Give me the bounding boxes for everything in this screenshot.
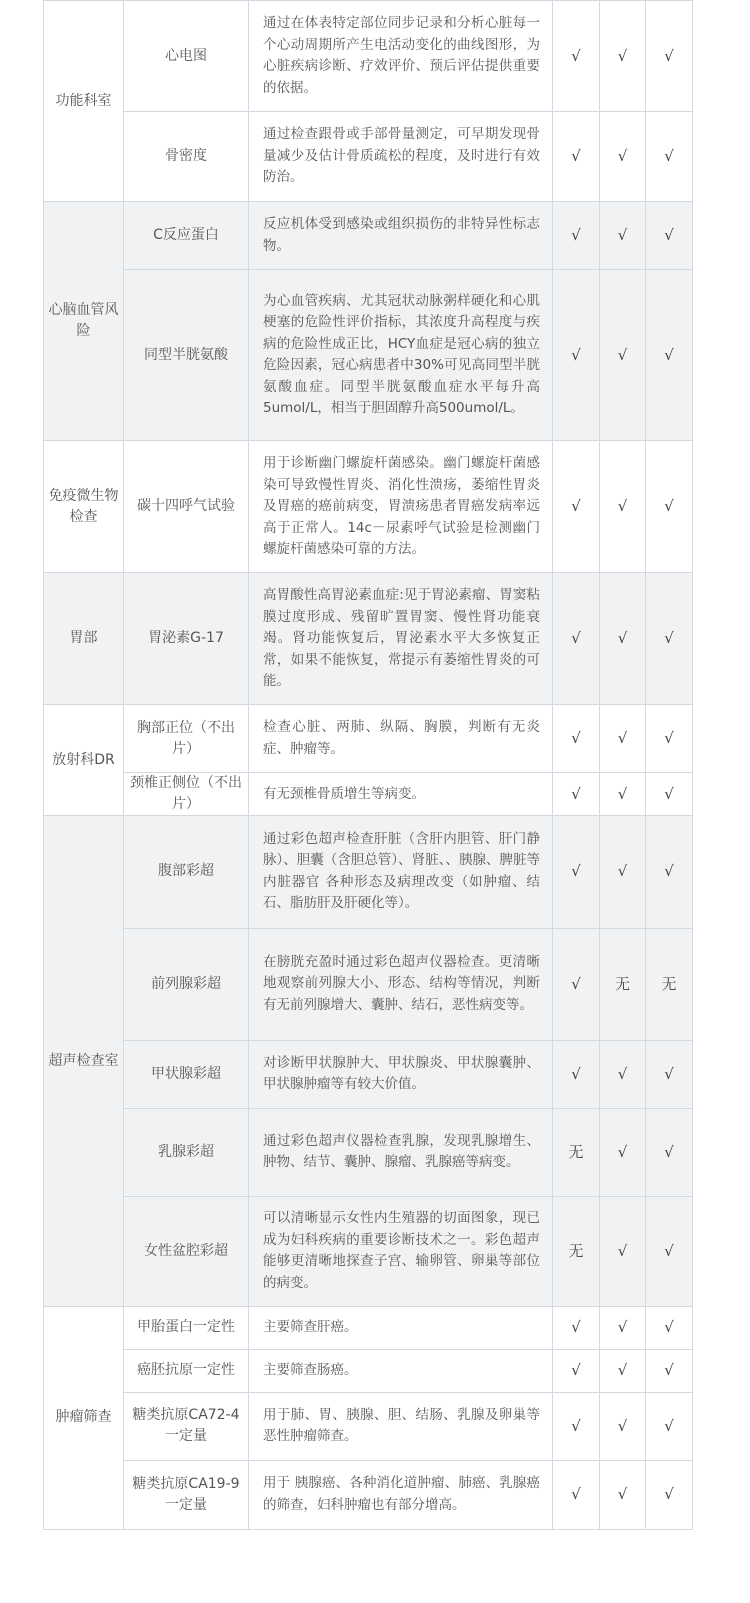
check-mark: 无 xyxy=(646,928,693,1040)
table-row xyxy=(44,1040,693,1108)
item-name: 颈椎正侧位（不出片） xyxy=(124,773,249,816)
check-mark: √ xyxy=(553,1040,600,1108)
check-mark: √ xyxy=(646,1040,693,1108)
check-mark: √ xyxy=(553,1392,600,1460)
table-row xyxy=(44,1108,693,1196)
category-cell: 心脑血管风险 xyxy=(44,202,124,441)
item-name: 甲状腺彩超 xyxy=(124,1040,249,1108)
check-mark: √ xyxy=(600,441,646,573)
item-name: 胸部正位（不出片） xyxy=(124,705,249,773)
item-description: 用于肺、胃、胰腺、胆、结肠、乳腺及卵巢等恶性肿瘤筛查。 xyxy=(249,1392,553,1460)
check-mark: √ xyxy=(646,705,693,773)
check-mark: √ xyxy=(646,816,693,928)
item-description: 检查心脏、两肺、纵隔、胸膜，判断有无炎症、肿瘤等。 xyxy=(249,705,553,773)
check-mark: √ xyxy=(646,1,693,112)
check-mark: √ xyxy=(600,816,646,928)
check-mark: √ xyxy=(600,202,646,270)
check-mark: √ xyxy=(553,1306,600,1349)
item-description: 主要筛查肝癌。 xyxy=(249,1306,553,1349)
check-mark: √ xyxy=(646,202,693,270)
item-name: 乳腺彩超 xyxy=(124,1108,249,1196)
item-name: 糖类抗原CA19-9一定量 xyxy=(124,1460,249,1529)
check-mark: √ xyxy=(600,1392,646,1460)
table-row xyxy=(44,1460,693,1529)
check-mark: √ xyxy=(553,202,600,270)
table-row xyxy=(44,816,693,928)
item-name: 胃泌素G-17 xyxy=(124,573,249,705)
check-mark: √ xyxy=(553,1460,600,1529)
check-mark: √ xyxy=(646,773,693,816)
check-mark: √ xyxy=(600,1306,646,1349)
category-cell: 肿瘤筛查 xyxy=(44,1306,124,1529)
category-cell: 放射科DR xyxy=(44,705,124,816)
item-name: 前列腺彩超 xyxy=(124,928,249,1040)
item-name: 癌胚抗原一定性 xyxy=(124,1349,249,1392)
check-mark: √ xyxy=(600,573,646,705)
check-mark: √ xyxy=(600,1108,646,1196)
table-row xyxy=(44,270,693,441)
check-mark: √ xyxy=(553,773,600,816)
item-description: 为心血管疾病、尤其冠状动脉粥样硬化和心肌梗塞的危险性评价指标，其浓度升高程度与疾病的危险性成正比，HCY血症是冠心病的独立危险因素，冠心病患者中30%可见高同型半胱氨酸血症。同型半胱氨酸血症水平每升高5umol/L，相当于胆固醇升高500umol/L。 xyxy=(249,270,553,441)
check-mark: √ xyxy=(553,705,600,773)
table-row xyxy=(44,773,693,816)
check-mark: √ xyxy=(646,1196,693,1306)
item-description: 用于诊断幽门螺旋杆菌感染。幽门螺旋杆菌感染可导致慢性胃炎、消化性溃疡，萎缩性胃炎及胃癌的癌前病变，胃溃疡患者胃癌发病率远高于正常人。14c－尿素呼气试验是检测幽门螺旋杆菌感染可靠的方法。 xyxy=(249,441,553,573)
item-description: 用于 胰腺癌、各种消化道肿瘤、肺癌、乳腺癌的筛查，妇科肿瘤也有部分增高。 xyxy=(249,1460,553,1529)
table-row xyxy=(44,705,693,773)
item-name: C反应蛋白 xyxy=(124,202,249,270)
table-row xyxy=(44,1,693,112)
item-name: 腹部彩超 xyxy=(124,816,249,928)
check-mark: √ xyxy=(646,1460,693,1529)
table-row xyxy=(44,202,693,270)
category-cell: 胃部 xyxy=(44,573,124,705)
item-description: 通过彩色超声检查肝脏（含肝内胆管、肝门静脉）、胆囊（含胆总管）、肾脏、、胰腺、脾脏等内脏器官 各种形态及病理改变（如肿瘤、结石、脂肪肝及肝硬化等）。 xyxy=(249,816,553,928)
item-description: 可以清晰显示女性内生殖器的切面图象，现已成为妇科疾病的重要诊断技术之一。彩色超声能够更清晰地探查子宫、输卵管、卵巢等部位的病变。 xyxy=(249,1196,553,1306)
check-mark: √ xyxy=(600,1349,646,1392)
item-name: 碳十四呼气试验 xyxy=(124,441,249,573)
table-row xyxy=(44,1392,693,1460)
table-row xyxy=(44,1349,693,1392)
check-mark: √ xyxy=(553,112,600,202)
check-mark: √ xyxy=(553,270,600,441)
item-name: 心电图 xyxy=(124,1,249,112)
category-cell: 超声检查室 xyxy=(44,816,124,1306)
check-mark: √ xyxy=(646,573,693,705)
item-description: 反应机体受到感染或组织损伤的非特异性标志物。 xyxy=(249,202,553,270)
item-description: 通过彩色超声仪器检查乳腺，发现乳腺增生、肿物、结节、囊肿、腺瘤、乳腺癌等病变。 xyxy=(249,1108,553,1196)
check-mark: √ xyxy=(553,1,600,112)
table-row xyxy=(44,441,693,573)
check-mark: √ xyxy=(646,112,693,202)
check-mark: √ xyxy=(553,573,600,705)
table-row xyxy=(44,112,693,202)
check-mark: 无 xyxy=(600,928,646,1040)
check-mark: √ xyxy=(553,816,600,928)
check-mark: √ xyxy=(646,441,693,573)
check-mark: √ xyxy=(600,1,646,112)
item-description: 通过检查跟骨或手部骨量测定，可早期发现骨量减少及估计骨质疏松的程度，及时进行有效防治。 xyxy=(249,112,553,202)
check-mark: √ xyxy=(600,1460,646,1529)
check-mark: √ xyxy=(553,928,600,1040)
check-mark: √ xyxy=(600,1040,646,1108)
check-mark: √ xyxy=(600,705,646,773)
item-description: 对诊断甲状腺肿大、甲状腺炎、甲状腺囊肿、甲状腺肿瘤等有较大价值。 xyxy=(249,1040,553,1108)
check-mark: √ xyxy=(646,1349,693,1392)
item-name: 同型半胱氨酸 xyxy=(124,270,249,441)
check-mark: √ xyxy=(600,270,646,441)
check-mark: √ xyxy=(646,270,693,441)
check-mark: √ xyxy=(646,1392,693,1460)
check-mark: √ xyxy=(600,1196,646,1306)
check-mark: √ xyxy=(600,112,646,202)
table-row xyxy=(44,573,693,705)
item-name: 糖类抗原CA72-4一定量 xyxy=(124,1392,249,1460)
exam-items-table xyxy=(43,0,693,1530)
check-mark: √ xyxy=(646,1108,693,1196)
item-description: 高胃酸性高胃泌素血症:见于胃泌素瘤、胃窦粘膜过度形成、残留旷置胃窦、慢性肾功能衰竭。肾功能恢复后，胃泌素水平大多恢复正常，如果不能恢复，常提示有萎缩性胃炎的可能。 xyxy=(249,573,553,705)
item-description: 通过在体表特定部位同步记录和分析心脏每一个心动周期所产生电活动变化的曲线图形，为心脏疾病诊断、疗效评价、预后评估提供重要的依据。 xyxy=(249,1,553,112)
category-cell: 免疫微生物检查 xyxy=(44,441,124,573)
check-mark: √ xyxy=(646,1306,693,1349)
item-description: 主要筛查肠癌。 xyxy=(249,1349,553,1392)
check-mark: √ xyxy=(600,773,646,816)
table-row xyxy=(44,1196,693,1306)
check-mark: 无 xyxy=(553,1196,600,1306)
table-row xyxy=(44,928,693,1040)
check-mark: √ xyxy=(553,441,600,573)
table-row xyxy=(44,1306,693,1349)
item-description: 有无颈椎骨质增生等病变。 xyxy=(249,773,553,816)
item-name: 骨密度 xyxy=(124,112,249,202)
item-name: 女性盆腔彩超 xyxy=(124,1196,249,1306)
item-description: 在膀胱充盈时通过彩色超声仪器检查。更清晰地观察前列腺大小、形态、结构等情况，判断有无前列腺增大、囊肿、结石，恶性病变等。 xyxy=(249,928,553,1040)
category-cell: 功能科室 xyxy=(44,1,124,202)
check-mark: √ xyxy=(553,1349,600,1392)
check-mark: 无 xyxy=(553,1108,600,1196)
item-name: 甲胎蛋白一定性 xyxy=(124,1306,249,1349)
